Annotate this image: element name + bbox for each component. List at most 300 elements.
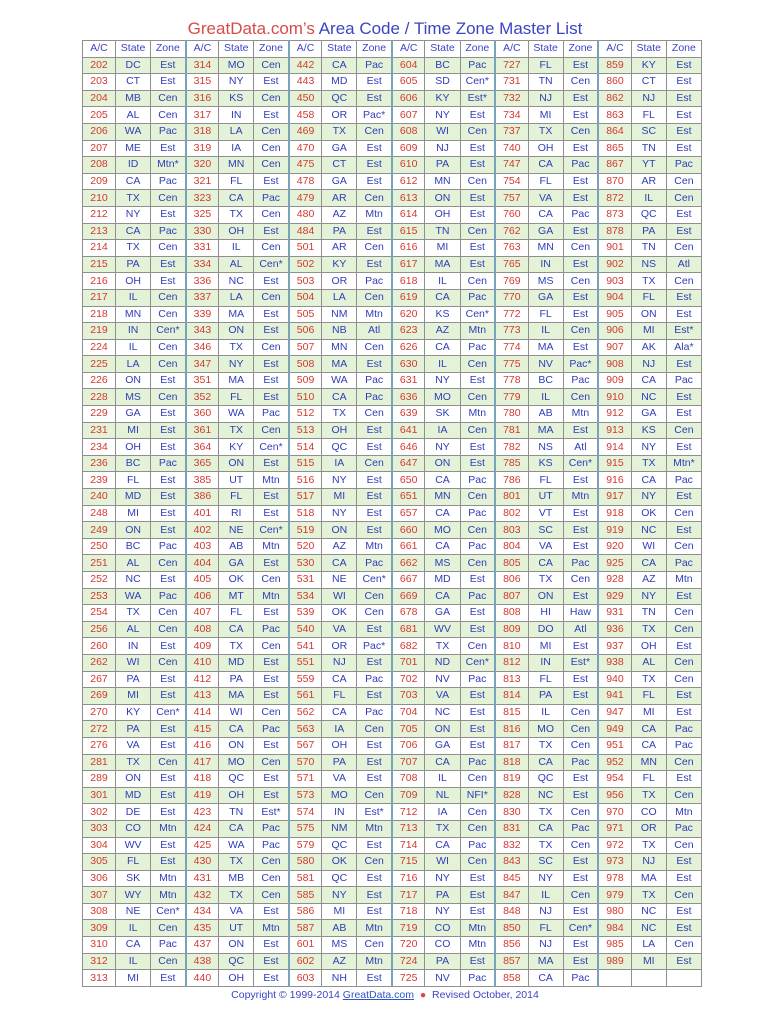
area-code-cell: 530 (289, 555, 322, 572)
zone-cell: Cen (666, 505, 701, 522)
zone-cell: Est (666, 953, 701, 970)
table-row (83, 654, 702, 671)
zone-cell: Pac (460, 289, 495, 306)
state-cell: OH (425, 206, 460, 223)
area-code-cell: 519 (289, 522, 322, 539)
zone-cell: Est (666, 903, 701, 920)
area-code-cell: 313 (83, 970, 116, 987)
area-code-cell: 727 (495, 57, 528, 74)
state-cell: CA (322, 389, 357, 406)
state-cell: SD (425, 74, 460, 91)
area-code-cell: 713 (392, 820, 425, 837)
state-cell: MS (116, 389, 151, 406)
state-cell: OK (322, 605, 357, 622)
table-row (83, 173, 702, 190)
zone-cell: Est* (666, 323, 701, 340)
state-cell: KY (425, 90, 460, 107)
area-code-cell: 364 (186, 439, 219, 456)
zone-cell: Est (460, 372, 495, 389)
state-cell: FL (219, 489, 254, 506)
zone-cell: Pac (666, 157, 701, 174)
area-code-cell: 614 (392, 206, 425, 223)
zone-cell: Est (460, 887, 495, 904)
area-code-cell: 878 (598, 223, 631, 240)
area-code-cell: 605 (392, 74, 425, 91)
area-code-cell: 620 (392, 306, 425, 323)
area-code-cell: 860 (598, 74, 631, 91)
col-header-ac: A/C (83, 41, 116, 58)
zone-cell: Cen (460, 389, 495, 406)
table-row (83, 588, 702, 605)
area-code-cell: 832 (495, 837, 528, 854)
state-cell: NL (425, 787, 460, 804)
state-cell: LA (116, 356, 151, 373)
zone-cell: Cen (357, 190, 392, 207)
zone-cell: Mtn (151, 820, 186, 837)
area-code-cell: 601 (289, 937, 322, 954)
area-code-cell: 435 (186, 920, 219, 937)
area-code-cell: 819 (495, 771, 528, 788)
state-cell: VT (528, 505, 563, 522)
area-code-cell: 475 (289, 157, 322, 174)
area-code-cell: 908 (598, 356, 631, 373)
state-cell: VA (219, 903, 254, 920)
state-cell: CA (528, 820, 563, 837)
area-code-cell: 989 (598, 953, 631, 970)
area-code-cell: 339 (186, 306, 219, 323)
state-cell: TX (631, 455, 666, 472)
zone-cell: Est (357, 754, 392, 771)
area-code-cell: 323 (186, 190, 219, 207)
state-cell: AZ (631, 572, 666, 589)
zone-cell: Est (254, 323, 289, 340)
zone-cell: Est (563, 339, 598, 356)
area-code-cell: 657 (392, 505, 425, 522)
area-code-cell: 843 (495, 854, 528, 871)
zone-cell: Pac (151, 937, 186, 954)
state-cell: CA (631, 721, 666, 738)
area-code-cell: 484 (289, 223, 322, 240)
zone-cell: Est (357, 737, 392, 754)
revised-text: Revised October, 2014 (432, 989, 539, 1001)
zone-cell: Est (460, 439, 495, 456)
area-code-cell: 365 (186, 455, 219, 472)
state-cell: MA (425, 256, 460, 273)
state-cell: CA (528, 206, 563, 223)
zone-cell: Est (563, 90, 598, 107)
state-cell: TN (631, 140, 666, 157)
table-row (83, 522, 702, 539)
area-code-cell: 773 (495, 323, 528, 340)
zone-cell: Pac (460, 472, 495, 489)
state-cell: IL (425, 771, 460, 788)
zone-cell: Est (563, 771, 598, 788)
zone-cell: Est (254, 605, 289, 622)
state-cell: MN (425, 489, 460, 506)
area-code-cell: 973 (598, 854, 631, 871)
zone-cell: Est (151, 522, 186, 539)
state-cell: CA (425, 754, 460, 771)
state-cell: KY (116, 704, 151, 721)
state-cell: CA (425, 339, 460, 356)
area-code-cell: 779 (495, 389, 528, 406)
area-code-cell: 809 (495, 621, 528, 638)
zone-cell: Cen (254, 870, 289, 887)
table-row (83, 90, 702, 107)
state-cell: MN (322, 339, 357, 356)
area-code-cell: 270 (83, 704, 116, 721)
area-code-cell: 845 (495, 870, 528, 887)
area-code-cell: 639 (392, 406, 425, 423)
state-cell: KS (425, 306, 460, 323)
state-cell: UT (528, 489, 563, 506)
zone-cell: Cen (254, 887, 289, 904)
zone-cell: Est (460, 688, 495, 705)
state-cell: NJ (631, 854, 666, 871)
area-code-cell: 470 (289, 140, 322, 157)
state-cell: WI (631, 538, 666, 555)
state-cell: RI (219, 505, 254, 522)
state-cell: MN (425, 173, 460, 190)
table-row (83, 688, 702, 705)
area-code-cell: 534 (289, 588, 322, 605)
zone-cell: Cen (563, 74, 598, 91)
area-code-cell: 517 (289, 489, 322, 506)
zone-cell: Cen (666, 538, 701, 555)
state-cell: MD (322, 74, 357, 91)
zone-cell: Est (151, 472, 186, 489)
state-cell: CA (425, 538, 460, 555)
col-header-state: State (528, 41, 563, 58)
state-cell: GA (631, 406, 666, 423)
area-code-cell: 316 (186, 90, 219, 107)
area-code-cell: 847 (495, 887, 528, 904)
state-cell: AZ (425, 323, 460, 340)
area-code-cell: 937 (598, 638, 631, 655)
zone-cell: Cen (357, 937, 392, 954)
zone-cell: Mtn (151, 870, 186, 887)
state-cell: ON (631, 306, 666, 323)
state-cell: AL (631, 654, 666, 671)
area-code-cell: 678 (392, 605, 425, 622)
state-cell: NE (322, 572, 357, 589)
area-code-cell: 405 (186, 572, 219, 589)
area-code-cell: 418 (186, 771, 219, 788)
zone-cell: Est (254, 306, 289, 323)
table-row (83, 372, 702, 389)
state-cell: PA (528, 688, 563, 705)
zone-cell: Pac (254, 190, 289, 207)
area-code-cell: 603 (289, 970, 322, 987)
zone-cell: Est (357, 422, 392, 439)
zone-cell: Est (357, 688, 392, 705)
area-code-cell: 343 (186, 323, 219, 340)
zone-cell: Cen (254, 422, 289, 439)
state-cell: QC (631, 206, 666, 223)
title-brand: GreatData.com’s (187, 19, 315, 38)
state-cell: VA (528, 538, 563, 555)
col-header-zone: Zone (563, 41, 598, 58)
area-code-cell: 251 (83, 555, 116, 572)
zone-cell: Mtn (357, 953, 392, 970)
state-cell: IL (116, 953, 151, 970)
area-code-cell: 337 (186, 289, 219, 306)
state-cell: QC (219, 953, 254, 970)
state-cell: KY (322, 256, 357, 273)
zone-cell: Est (254, 273, 289, 290)
area-code-cell: 864 (598, 123, 631, 140)
area-code-cell: 863 (598, 107, 631, 124)
area-code-cell: 401 (186, 505, 219, 522)
state-cell: CT (631, 74, 666, 91)
zone-cell: Est (563, 870, 598, 887)
zone-cell: Pac (254, 621, 289, 638)
zone-cell: Est (254, 173, 289, 190)
area-code-cell: 509 (289, 372, 322, 389)
zone-cell: Cen (666, 190, 701, 207)
area-code-cell: 608 (392, 123, 425, 140)
area-code-cell: 956 (598, 787, 631, 804)
state-cell: CA (631, 737, 666, 754)
state-cell: MN (631, 754, 666, 771)
area-code-cell: 334 (186, 256, 219, 273)
state-cell: IN (116, 638, 151, 655)
state-cell: CO (116, 820, 151, 837)
state-cell: FL (116, 472, 151, 489)
col-header-ac: A/C (598, 41, 631, 58)
zone-cell: Cen* (563, 920, 598, 937)
area-code-cell: 902 (598, 256, 631, 273)
state-cell: BC (425, 57, 460, 74)
col-header-zone: Zone (254, 41, 289, 58)
state-cell: TX (116, 605, 151, 622)
state-cell: CA (116, 937, 151, 954)
area-code-cell: 812 (495, 654, 528, 671)
state-cell: PA (322, 754, 357, 771)
state-cell: MA (219, 688, 254, 705)
state-cell: OH (116, 439, 151, 456)
state-cell: AR (322, 190, 357, 207)
state-cell: CA (322, 671, 357, 688)
state-cell: IL (528, 704, 563, 721)
zone-cell: Est (666, 389, 701, 406)
zone-cell: Cen (254, 140, 289, 157)
area-code-cell: 505 (289, 306, 322, 323)
zone-cell: Pac (460, 837, 495, 854)
zone-cell: Est (254, 372, 289, 389)
zone-cell: Est (254, 654, 289, 671)
state-cell: IL (116, 289, 151, 306)
state-cell: NH (322, 970, 357, 987)
zone-cell: Cen (357, 455, 392, 472)
state-cell: OR (322, 273, 357, 290)
area-code-cell: 301 (83, 787, 116, 804)
area-code-cell: 703 (392, 688, 425, 705)
area-code-cell: 701 (392, 654, 425, 671)
zone-cell: Est (666, 57, 701, 74)
area-code-cell: 623 (392, 323, 425, 340)
zone-cell: Cen (357, 787, 392, 804)
area-code-cell: 403 (186, 538, 219, 555)
state-cell: MA (631, 870, 666, 887)
state-cell: NC (631, 389, 666, 406)
zone-cell: Pac (460, 970, 495, 987)
state-cell: HI (528, 605, 563, 622)
zone-cell: Pac* (563, 356, 598, 373)
state-cell: AZ (322, 206, 357, 223)
area-code-cell: 226 (83, 372, 116, 389)
state-cell: ID (116, 157, 151, 174)
state-cell: FL (631, 688, 666, 705)
bullet-icon: ● (419, 989, 427, 1001)
zone-cell: Est (563, 671, 598, 688)
state-cell: AK (631, 339, 666, 356)
zone-cell: Mtn (357, 306, 392, 323)
zone-cell: Est (563, 688, 598, 705)
zone-cell: Cen (563, 273, 598, 290)
zone-cell: Mtn (254, 538, 289, 555)
area-code-cell: 805 (495, 555, 528, 572)
area-code-cell: 951 (598, 737, 631, 754)
area-code-cell: 438 (186, 953, 219, 970)
area-code-cell: 702 (392, 671, 425, 688)
area-code-cell: 236 (83, 455, 116, 472)
zone-cell: Est (563, 140, 598, 157)
area-code-cell: 830 (495, 804, 528, 821)
area-code-cell: 651 (392, 489, 425, 506)
zone-cell: Cen (460, 356, 495, 373)
state-cell: OR (322, 107, 357, 124)
zone-cell: Cen (460, 422, 495, 439)
state-cell: CA (631, 555, 666, 572)
area-code-cell: 469 (289, 123, 322, 140)
zone-cell: Est (151, 273, 186, 290)
zone-cell: Pac (460, 538, 495, 555)
zone-cell: Est (357, 173, 392, 190)
state-cell: NY (322, 472, 357, 489)
zone-cell: Cen* (460, 74, 495, 91)
zone-cell: Est (151, 206, 186, 223)
zone-cell: Est (357, 887, 392, 904)
state-cell: TX (631, 787, 666, 804)
state-cell: WI (425, 854, 460, 871)
area-code-cell: 225 (83, 356, 116, 373)
zone-cell: Cen (357, 339, 392, 356)
greatdata-link[interactable]: GreatData.com (342, 989, 414, 1001)
zone-cell: Pac (563, 157, 598, 174)
area-code-cell: 214 (83, 240, 116, 257)
zone-cell: Cen (151, 605, 186, 622)
zone-cell: Est (151, 406, 186, 423)
area-code-cell: 351 (186, 372, 219, 389)
state-cell: IN (219, 107, 254, 124)
zone-cell: Cen (151, 621, 186, 638)
zone-cell: Cen (563, 123, 598, 140)
table-row (83, 323, 702, 340)
zone-cell: Pac (460, 671, 495, 688)
state-cell: ON (116, 372, 151, 389)
state-cell: WI (116, 654, 151, 671)
area-code-cell: 806 (495, 572, 528, 589)
table-row (83, 256, 702, 273)
state-cell: AB (219, 538, 254, 555)
table-row (83, 140, 702, 157)
state-cell: WI (322, 588, 357, 605)
area-code-cell: 217 (83, 289, 116, 306)
zone-cell: Pac (151, 455, 186, 472)
zone-cell: Est (666, 439, 701, 456)
state-cell: CA (425, 837, 460, 854)
zone-cell: Est (254, 737, 289, 754)
table-row (83, 970, 702, 987)
area-code-cell: 531 (289, 572, 322, 589)
zone-cell: Pac (460, 588, 495, 605)
zone-cell: Est (151, 140, 186, 157)
area-code-cell: 415 (186, 721, 219, 738)
state-cell: IL (116, 339, 151, 356)
area-code-cell: 331 (186, 240, 219, 257)
area-code-cell: 207 (83, 140, 116, 157)
area-code-cell: 276 (83, 737, 116, 754)
zone-cell: Mtn* (151, 157, 186, 174)
table-row (83, 737, 702, 754)
state-cell: BC (116, 538, 151, 555)
col-header-ac: A/C (392, 41, 425, 58)
zone-cell: Est (254, 74, 289, 91)
state-cell: CA (528, 754, 563, 771)
area-code-cell: 650 (392, 472, 425, 489)
zone-cell: Est (254, 970, 289, 987)
area-code-cell: 347 (186, 356, 219, 373)
state-cell: ON (219, 937, 254, 954)
table-body (83, 57, 702, 986)
zone-cell: Est (666, 704, 701, 721)
state-cell: QC (322, 837, 357, 854)
area-code-cell: 716 (392, 870, 425, 887)
zone-cell: Est (666, 588, 701, 605)
state-cell: NC (116, 572, 151, 589)
area-code-cell: 938 (598, 654, 631, 671)
zone-cell: Est (357, 74, 392, 91)
area-code-cell: 318 (186, 123, 219, 140)
area-code-cell: 772 (495, 306, 528, 323)
area-code-cell: 867 (598, 157, 631, 174)
zone-cell: Cen (460, 273, 495, 290)
area-code-cell: 317 (186, 107, 219, 124)
zone-cell: Est (563, 854, 598, 871)
area-code-cell: 720 (392, 937, 425, 954)
state-cell: NV (528, 356, 563, 373)
area-code-cell: 310 (83, 937, 116, 954)
state-cell: CA (116, 173, 151, 190)
area-code-cell: 978 (598, 870, 631, 887)
state-cell: FL (528, 671, 563, 688)
zone-cell: Cen (460, 804, 495, 821)
area-code-cell: 717 (392, 887, 425, 904)
area-code-cell: 870 (598, 173, 631, 190)
state-cell: FL (631, 289, 666, 306)
state-cell: FL (528, 57, 563, 74)
state-cell: IL (528, 323, 563, 340)
area-code-cell: 254 (83, 605, 116, 622)
area-code-cell: 619 (392, 289, 425, 306)
area-code-cell: 704 (392, 704, 425, 721)
state-cell: SK (425, 406, 460, 423)
zone-cell: Est (254, 555, 289, 572)
zone-cell: Est (460, 903, 495, 920)
zone-cell: Cen (151, 190, 186, 207)
state-cell: IL (219, 240, 254, 257)
